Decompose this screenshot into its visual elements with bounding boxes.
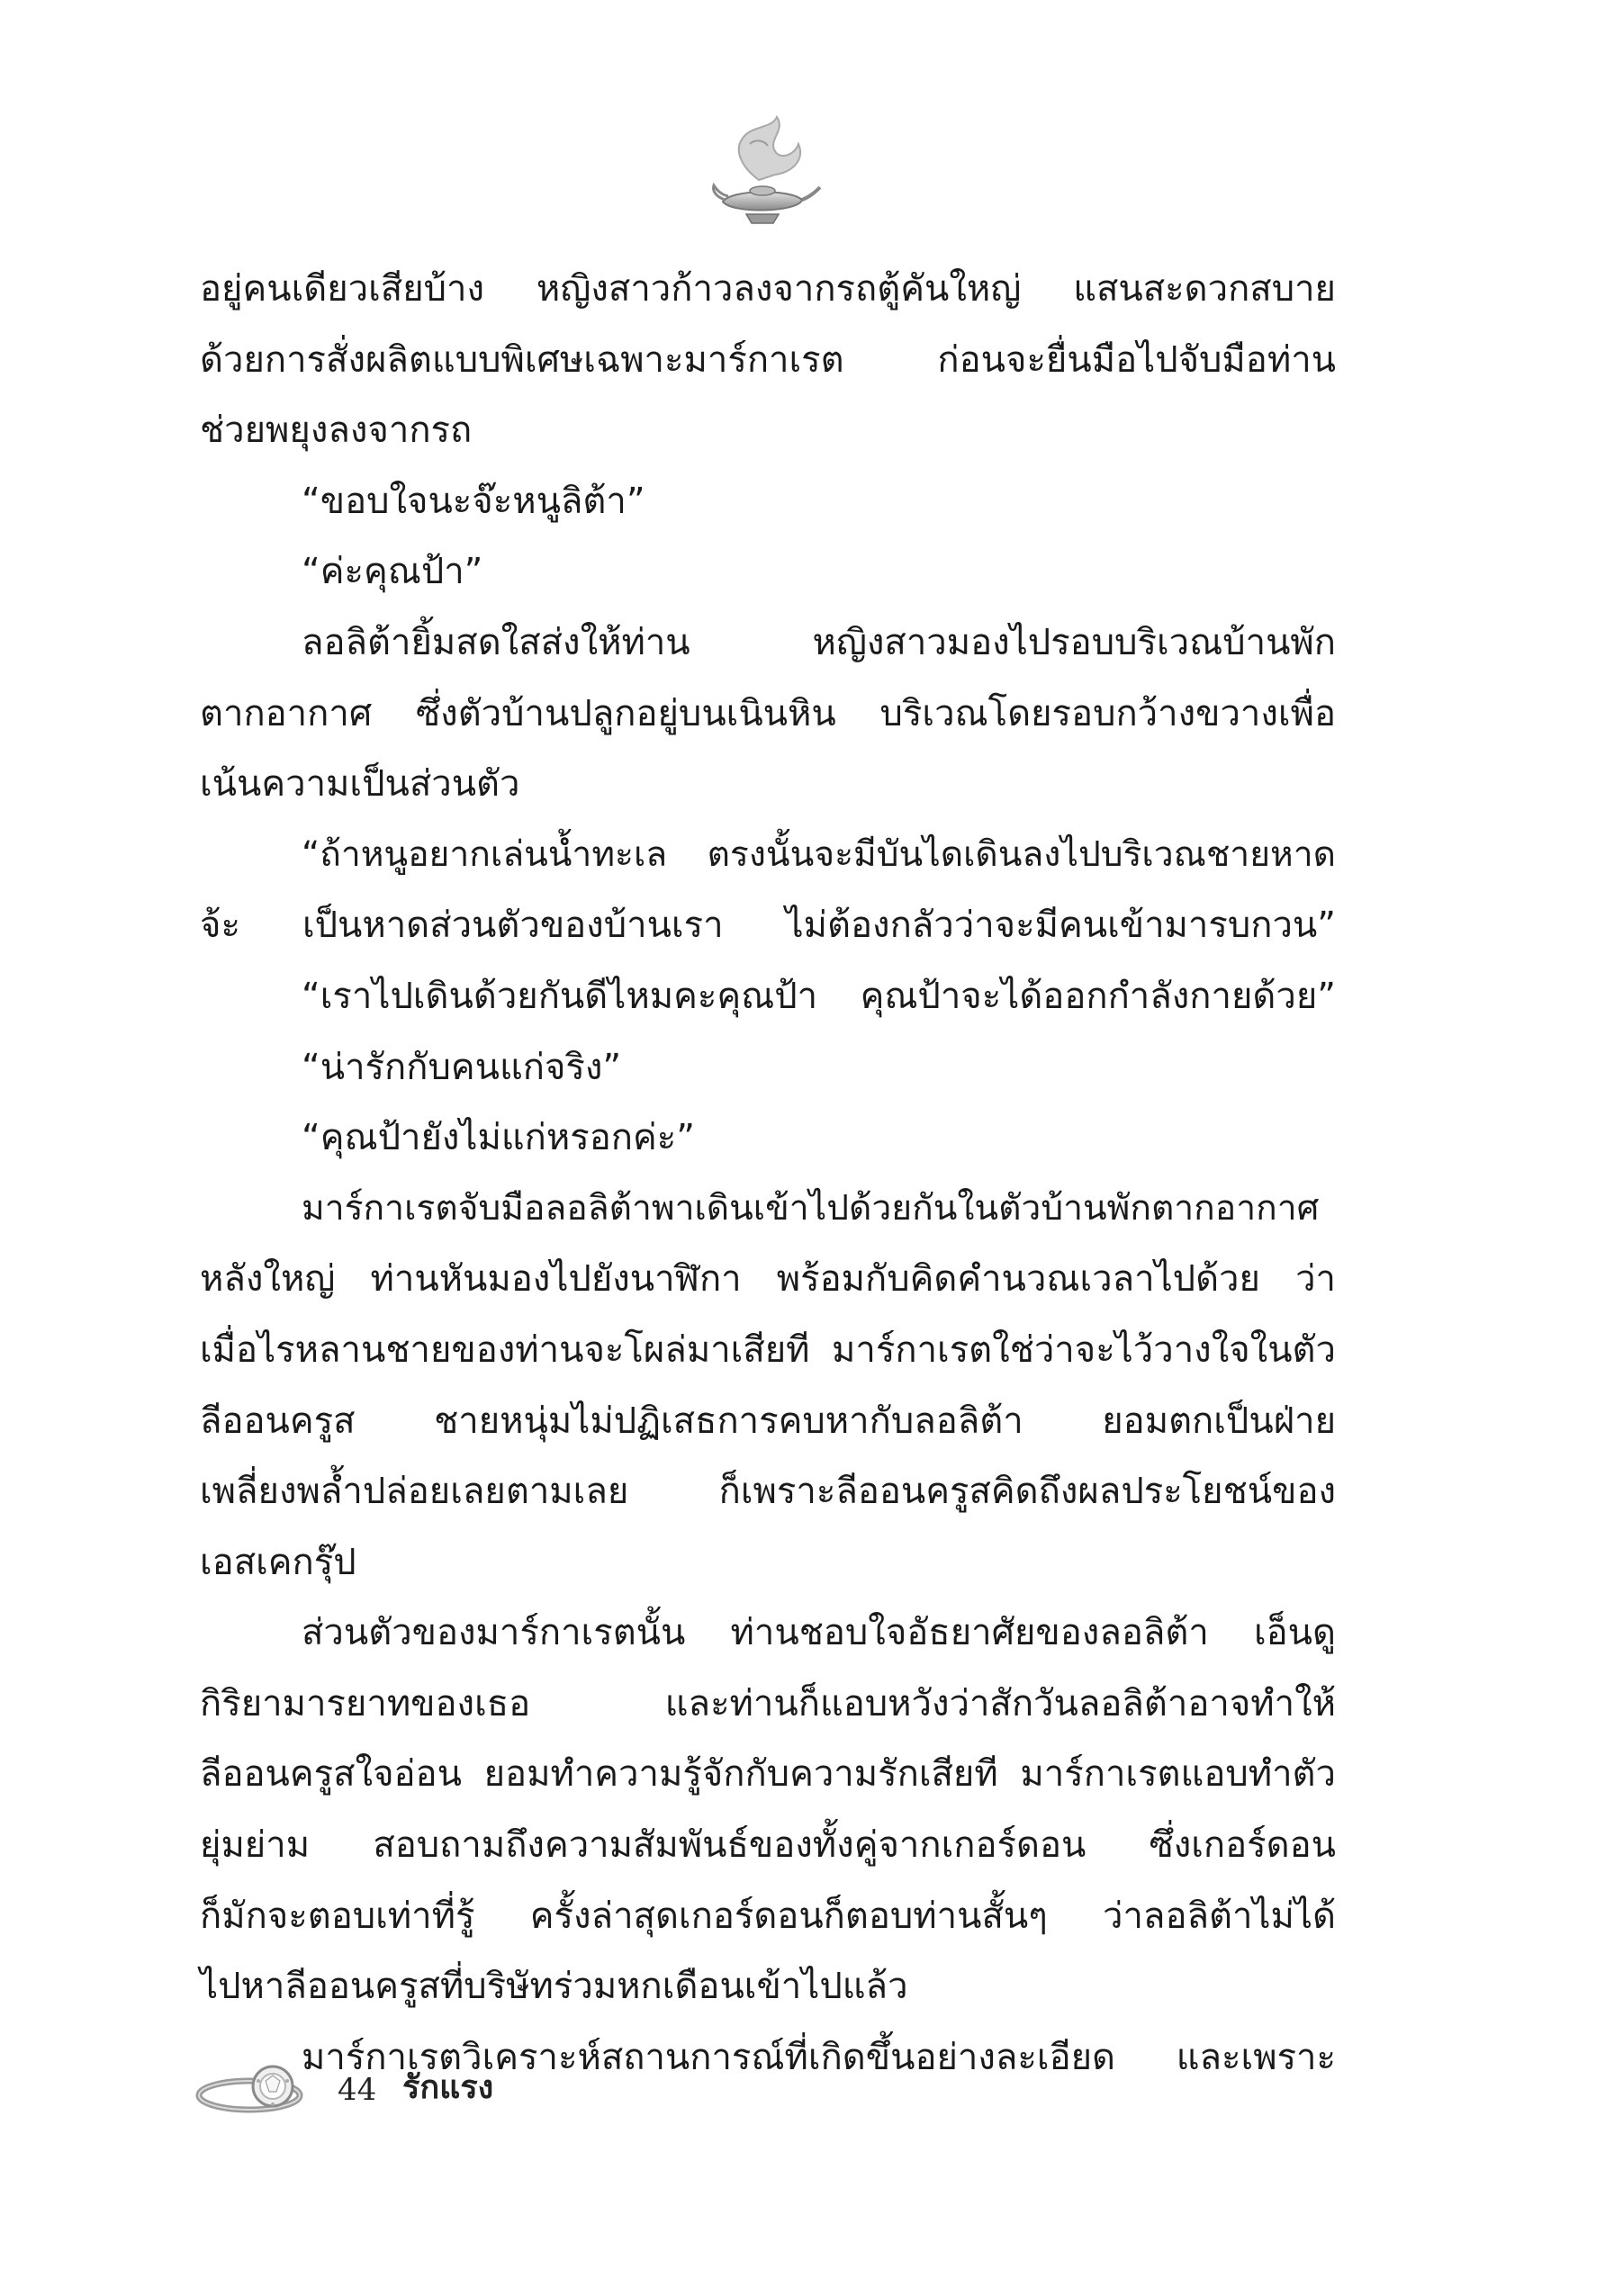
text-line: เน้นความเป็นส่วนตัว [200, 763, 520, 806]
text-line: มาร์กาเรตจับมือลอลิต้าพาเดินเข้าไปด้วยกันในตัวบ้านพักตากอากาศ [302, 1187, 1320, 1229]
text-line: ตากอากาศ ซึ่งตัวบ้านปลูกอยู่บนเนินหิน บริเวณโดยรอบกว้างขวางเพื่อ [200, 692, 1336, 734]
text-line: ส่วนตัวของมาร์กาเรตนั้น ท่านชอบใจอัธยาศัยของลอลิต้า เอ็นดู [302, 1612, 1336, 1654]
text-line: กิริยามารยาทของเธอ และท่านก็แอบหวังว่าสักวันลอลิต้าอาจทำให้ [200, 1682, 1336, 1724]
text-line: เพลี่ยงพล้ำปล่อยเลยตามเลย ก็เพราะลีออนครูสคิดถึงผลประโยชน์ของ [200, 1471, 1336, 1513]
lamp-ornament-icon [705, 108, 822, 234]
text-line: มาร์กาเรตวิเคราะห์สถานการณ์ที่เกิดขึ้นอย่างละเอียด และเพราะ [302, 2036, 1336, 2078]
body-text [200, 254, 1336, 2093]
text-line: “เราไปเดินด้วยกันดีไหมคะคุณป้า คุณป้าจะได้ออกกำลังกายด้วย” [302, 975, 1336, 1017]
diamond-ring-icon [194, 2054, 320, 2126]
text-line: ลีออนครูส ชายหนุ่มไม่ปฏิเสธการคบหากับลอลิต้า ยอมตกเป็นฝ่าย [200, 1400, 1336, 1442]
text-line: “ถ้าหนูอยากเล่นน้ำทะเล ตรงนั้นจะมีบันไดเดินลงไปบริเวณชายหาด [302, 833, 1336, 875]
book-title: รักแรง [402, 2069, 494, 2106]
text-line: ช่วยพยุงลงจากรถ [200, 410, 473, 452]
page-footer [194, 2054, 734, 2126]
text-line: ยุ่มย่าม สอบถามถึงความสัมพันธ์ของทั้งคู่จากเกอร์ดอน ซึ่งเกอร์ดอน [200, 1824, 1336, 1867]
text-line: “คุณป้ายังไม่แก่หรอกค่ะ” [302, 1117, 695, 1159]
page-number: 44 [338, 2072, 377, 2108]
text-line: ลอลิต้ายิ้มสดใสส่งให้ท่าน หญิงสาวมองไปรอบบริเวณบ้านพัก [302, 621, 1336, 663]
text-line: เอสเคกรุ๊ป [200, 1541, 356, 1583]
text-line: หลังใหญ่ ท่านหันมองไปยังนาฬิกา พร้อมกับคิดคำนวณเวลาไปด้วย ว่า [200, 1258, 1336, 1301]
text-line: “ค่ะคุณป้า” [302, 551, 483, 593]
text-line: อยู่คนเดียวเสียบ้าง หญิงสาวก้าวลงจากรถตู้คันใหญ่ แสนสะดวกสบาย [200, 268, 1336, 310]
text-line: ด้วยการสั่งผลิตแบบพิเศษเฉพาะมาร์กาเรต ก่อนจะยื่นมือไปจับมือท่าน [200, 338, 1336, 381]
text-line: จ้ะ เป็นหาดส่วนตัวของบ้านเรา ไม่ต้องกลัวว่าจะมีคนเข้ามารบกวน” [200, 905, 1336, 947]
text-line: ลีออนครูสใจอ่อน ยอมทำความรู้จักกับความรักเสียที มาร์กาเรตแอบทำตัว [200, 1753, 1336, 1796]
text-line: “น่ารักกับคนแก่จริง” [302, 1046, 622, 1088]
text-line: ไปหาลีออนครูสที่บริษัทร่วมหกเดือนเข้าไปแล้ว [200, 1966, 908, 2008]
text-line: “ขอบใจนะจ๊ะหนูลิต้า” [302, 480, 645, 522]
text-line: เมื่อไรหลานชายของท่านจะโผล่มาเสียที มาร์กาเรตใช่ว่าจะไว้วางใจในตัว [200, 1328, 1336, 1371]
text-line: ก็มักจะตอบเท่าที่รู้ ครั้งล่าสุดเกอร์ดอนก็ตอบท่านสั้นๆ ว่าลอลิต้าไม่ได้ [200, 1895, 1336, 1937]
